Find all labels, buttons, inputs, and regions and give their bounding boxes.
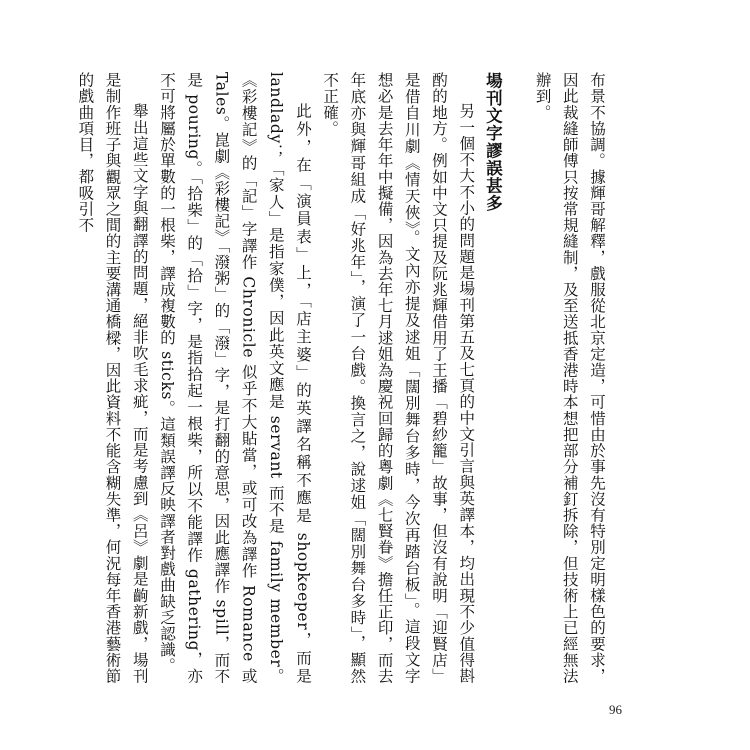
paragraph-translation-errors: 此外，在「演員表」上，「店主婆」的英譯名稱不應是 shopkeeper，而是 landlady；「家人」是指家僕，因此英文應是 servant 而不是 family member。《彩樓記》的「記」字譯作 Chronicle 似乎不大貼當，或可改為譯作 Romance 或 Tales。崑劇《彩樓記》「潑粥」的「潑」字，是打翻的意思，因此應譯作 spill，而不是 pouring。「拾柴」的「拾」字，是指拾起一根柴，所以不能譯作 gathering，亦不可將屬於單數的一根柴，譯成複數的 sticks。這類誤譯反映譯者對戲曲缺乏認識。 <box>157 72 312 684</box>
paragraph-conclusion: 舉出這些文字與翻譯的問題，絕非吹毛求疵，而是考慮到《呂》劇是齣新戲，場刊是制作班子與觀眾之間的主要溝通橋樑，因此資料不能含糊失準，何況每年香港藝術節的戲曲項目，都吸引不 <box>76 72 149 684</box>
paragraph-program-errors: 另一個不大不小的問題是場刊第五及七頁的中文引言與英譯本，均出現不少值得斟酌的地方。例如中文只提及阮兆輝借用了王播「碧紗籠」故事，但沒有說明「迎賢店」是借自川劇《情天俠》。文內亦提及逑姐「闊別舞台多時，今次再踏台板」。這段文字想必是去年年中擬備，因為去年七月逑姐為慶祝回歸的粵劇《七賢眷》擔任正印，而去年底亦與輝哥組成「好兆年」，演了一台戲。換言之，說逑姐「闊別舞台多時」，顯然不正確。 <box>321 72 476 684</box>
vertical-text-body <box>76 72 610 684</box>
paragraph-costume: 布景不協調。據輝哥解釋，戲服從北京定造，可惜由於事先沒有特別定明樣色的要求，因此裁縫師傅只按常規縫制，及至送抵香港時本想把部分補釘拆除，但技術上已經無法辦到。 <box>533 72 606 684</box>
page-number: 96 <box>609 702 622 717</box>
section-heading: 場刊文字謬誤甚多 <box>483 72 503 212</box>
